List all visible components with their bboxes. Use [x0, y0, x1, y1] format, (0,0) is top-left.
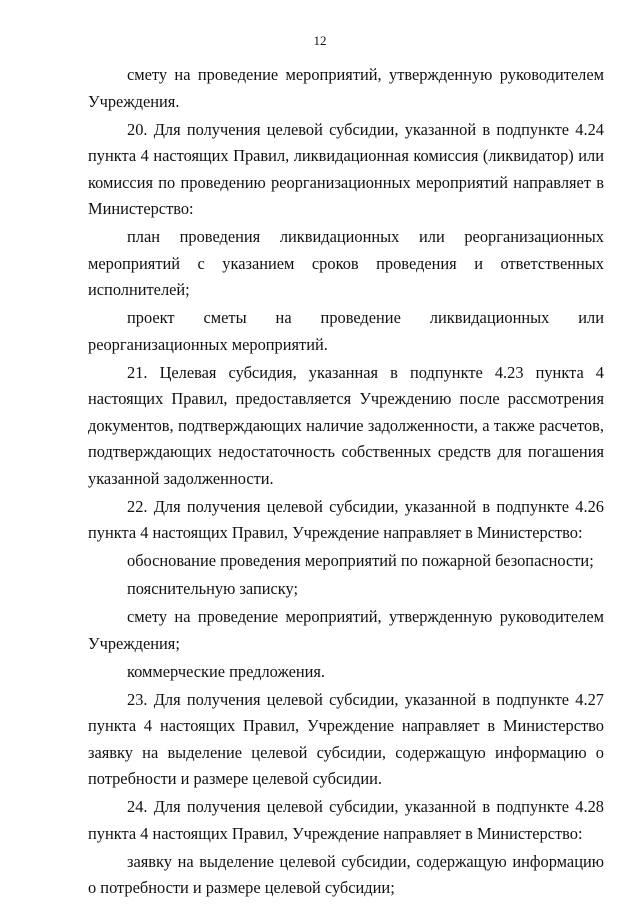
paragraph: заявку на выделение целевой субсидии, содержащую информацию о потребности и размере целевой субсидии; — [88, 851, 604, 897]
paragraph: план проведения ликвидационных или реорганизационных мероприятий с указанием сроков проведения и ответственных исполнителей; — [88, 227, 604, 299]
paragraph: 20. Для получения целевой субсидии, указанной в подпункте 4.24 пункта 4 настоящих Правил, ликвидационная комиссия (ликвидатор) или комиссия по проведению реорганизационных мероприятий направляет в Министерство: — [88, 119, 604, 218]
paragraph: 22. Для получения целевой субсидии, указанной в подпункте 4.26 пункта 4 настоящих Правил, Учреждение направляет в Министерство: — [88, 496, 604, 542]
document-body — [88, 62, 604, 903]
paragraph: смету на проведение мероприятий, утвержденную руководителем Учреждения. — [88, 65, 604, 111]
paragraph: смету на проведение мероприятий, утвержденную руководителем Учреждения; — [88, 607, 604, 653]
paragraph: пояснительную записку; — [127, 579, 299, 598]
page-number: 12 — [313, 33, 327, 48]
paragraph: 21. Целевая субсидия, указанная в подпункте 4.23 пункта 4 настоящих Правил, предоставляется Учреждению после рассмотрения документов, подтверждающих наличие задолженности, а также расчетов, подтверждающих недостаточность собственных средств для погашения указанной задолженности. — [88, 362, 604, 488]
paragraph: проект сметы на проведение ликвидационных или реорганизационных мероприятий. — [88, 308, 604, 354]
paragraph: обоснование проведения мероприятий по пожарной безопасности; — [127, 551, 594, 570]
paragraph: 23. Для получения целевой субсидии, указанной в подпункте 4.27 пункта 4 настоящих Правил, Учреждение направляет в Министерство заявку на выделение целевой субсидии, содержащую информацию о потребности и размере целевой субсидии. — [88, 689, 604, 788]
paragraph: 24. Для получения целевой субсидии, указанной в подпункте 4.28 пункта 4 настоящих Правил, Учреждение направляет в Министерство: — [88, 797, 604, 843]
paragraph: коммерческие предложения. — [127, 661, 326, 681]
